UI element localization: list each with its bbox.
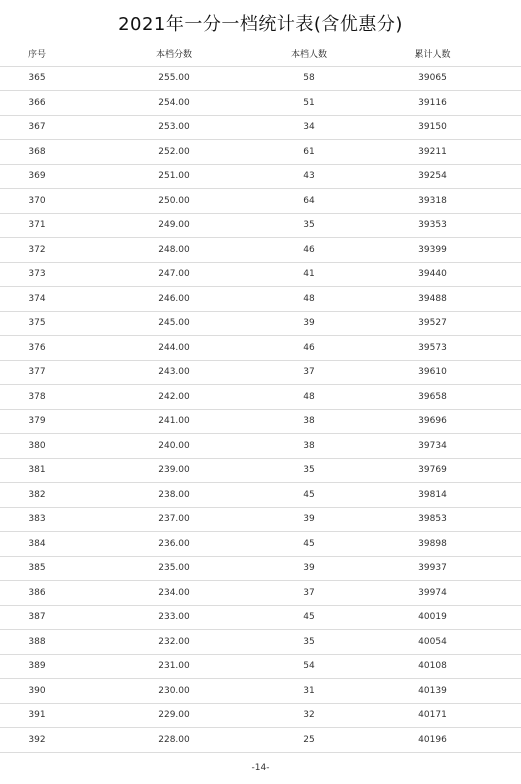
- cell-count: 58: [274, 66, 344, 91]
- cell-score: 237.00: [74, 507, 274, 532]
- cell-cumulative: 39527: [344, 311, 521, 336]
- cell-score: 242.00: [74, 385, 274, 410]
- table-row: [0, 679, 521, 704]
- cell-index: 372: [0, 238, 74, 263]
- table-row: [0, 287, 521, 312]
- cell-cumulative: 39769: [344, 458, 521, 483]
- cell-score: 236.00: [74, 532, 274, 557]
- cell-cumulative: 39814: [344, 483, 521, 508]
- cell-cumulative: 39974: [344, 581, 521, 606]
- cell-cumulative: 39658: [344, 385, 521, 410]
- cell-cumulative: 39399: [344, 238, 521, 263]
- cell-cumulative: 39065: [344, 66, 521, 91]
- table-row: [0, 164, 521, 189]
- table-row: [0, 360, 521, 385]
- cell-score: 247.00: [74, 262, 274, 287]
- table-row: [0, 507, 521, 532]
- table-row: [0, 605, 521, 630]
- cell-count: 43: [274, 164, 344, 189]
- cell-cumulative: 39211: [344, 140, 521, 165]
- cell-score: 249.00: [74, 213, 274, 238]
- cell-score: 243.00: [74, 360, 274, 385]
- table-row: [0, 238, 521, 263]
- cell-count: 25: [274, 728, 344, 753]
- cell-count: 64: [274, 189, 344, 214]
- table-row: [0, 385, 521, 410]
- cell-count: 46: [274, 336, 344, 361]
- table-row: [0, 483, 521, 508]
- page-title: 2021年一分一档统计表(含优惠分): [118, 14, 403, 35]
- table-row: [0, 728, 521, 753]
- cell-count: 37: [274, 581, 344, 606]
- table-row: [0, 189, 521, 214]
- column-header-score: 本档分数: [74, 42, 274, 66]
- cell-index: 369: [0, 164, 74, 189]
- cell-score: 231.00: [74, 654, 274, 679]
- cell-score: 234.00: [74, 581, 274, 606]
- table-row: [0, 630, 521, 655]
- cell-cumulative: 39488: [344, 287, 521, 312]
- cell-index: 371: [0, 213, 74, 238]
- cell-count: 48: [274, 287, 344, 312]
- table-row: [0, 91, 521, 116]
- page-number: -14-: [251, 763, 270, 773]
- cell-index: 380: [0, 434, 74, 459]
- cell-score: 240.00: [74, 434, 274, 459]
- cell-index: 390: [0, 679, 74, 704]
- cell-index: 382: [0, 483, 74, 508]
- cell-cumulative: 39898: [344, 532, 521, 557]
- cell-index: 386: [0, 581, 74, 606]
- table-row: [0, 409, 521, 434]
- table-header-row: [0, 42, 521, 66]
- cell-cumulative: 39610: [344, 360, 521, 385]
- cell-count: 38: [274, 434, 344, 459]
- cell-cumulative: 40108: [344, 654, 521, 679]
- column-header-count: 本档人数: [274, 42, 344, 66]
- cell-index: 367: [0, 115, 74, 140]
- table-row: [0, 654, 521, 679]
- cell-score: 246.00: [74, 287, 274, 312]
- cell-index: 377: [0, 360, 74, 385]
- cell-cumulative: 39696: [344, 409, 521, 434]
- cell-index: 387: [0, 605, 74, 630]
- cell-cumulative: 40054: [344, 630, 521, 655]
- cell-count: 39: [274, 507, 344, 532]
- table-row: [0, 434, 521, 459]
- cell-count: 45: [274, 483, 344, 508]
- cell-count: 35: [274, 630, 344, 655]
- cell-index: 388: [0, 630, 74, 655]
- cell-count: 38: [274, 409, 344, 434]
- table-row: [0, 262, 521, 287]
- cell-count: 51: [274, 91, 344, 116]
- cell-score: 250.00: [74, 189, 274, 214]
- cell-index: 379: [0, 409, 74, 434]
- cell-count: 54: [274, 654, 344, 679]
- cell-count: 35: [274, 458, 344, 483]
- cell-score: 239.00: [74, 458, 274, 483]
- column-header-cumulative: 累计人数: [344, 42, 521, 66]
- cell-score: 233.00: [74, 605, 274, 630]
- cell-score: 254.00: [74, 91, 274, 116]
- cell-index: 381: [0, 458, 74, 483]
- cell-index: 383: [0, 507, 74, 532]
- cell-cumulative: 40019: [344, 605, 521, 630]
- cell-cumulative: 39353: [344, 213, 521, 238]
- table-row: [0, 311, 521, 336]
- cell-count: 45: [274, 532, 344, 557]
- cell-score: 228.00: [74, 728, 274, 753]
- cell-count: 31: [274, 679, 344, 704]
- cell-index: 389: [0, 654, 74, 679]
- cell-count: 45: [274, 605, 344, 630]
- cell-index: 366: [0, 91, 74, 116]
- table-body: [0, 66, 521, 752]
- cell-cumulative: 39254: [344, 164, 521, 189]
- score-distribution-table: [0, 42, 521, 753]
- cell-count: 39: [274, 556, 344, 581]
- cell-cumulative: 40139: [344, 679, 521, 704]
- cell-count: 61: [274, 140, 344, 165]
- table-row: [0, 66, 521, 91]
- cell-index: 385: [0, 556, 74, 581]
- cell-cumulative: 39318: [344, 189, 521, 214]
- cell-index: 378: [0, 385, 74, 410]
- cell-count: 41: [274, 262, 344, 287]
- table-row: [0, 703, 521, 728]
- cell-cumulative: 40171: [344, 703, 521, 728]
- cell-score: 253.00: [74, 115, 274, 140]
- cell-score: 255.00: [74, 66, 274, 91]
- cell-count: 46: [274, 238, 344, 263]
- cell-index: 374: [0, 287, 74, 312]
- table-row: [0, 458, 521, 483]
- table-row: [0, 532, 521, 557]
- cell-cumulative: 39937: [344, 556, 521, 581]
- cell-score: 252.00: [74, 140, 274, 165]
- cell-count: 35: [274, 213, 344, 238]
- cell-index: 391: [0, 703, 74, 728]
- cell-count: 39: [274, 311, 344, 336]
- cell-score: 241.00: [74, 409, 274, 434]
- cell-count: 34: [274, 115, 344, 140]
- cell-count: 32: [274, 703, 344, 728]
- cell-score: 238.00: [74, 483, 274, 508]
- cell-index: 384: [0, 532, 74, 557]
- cell-score: 230.00: [74, 679, 274, 704]
- column-header-index: 序号: [0, 42, 74, 66]
- cell-index: 376: [0, 336, 74, 361]
- cell-score: 229.00: [74, 703, 274, 728]
- table-row: [0, 213, 521, 238]
- cell-score: 248.00: [74, 238, 274, 263]
- cell-score: 251.00: [74, 164, 274, 189]
- cell-score: 245.00: [74, 311, 274, 336]
- table-row: [0, 581, 521, 606]
- table-row: [0, 556, 521, 581]
- cell-index: 365: [0, 66, 74, 91]
- cell-index: 375: [0, 311, 74, 336]
- cell-count: 48: [274, 385, 344, 410]
- cell-score: 232.00: [74, 630, 274, 655]
- cell-cumulative: 39440: [344, 262, 521, 287]
- cell-score: 235.00: [74, 556, 274, 581]
- cell-index: 373: [0, 262, 74, 287]
- table-row: [0, 336, 521, 361]
- cell-cumulative: 39150: [344, 115, 521, 140]
- cell-index: 368: [0, 140, 74, 165]
- cell-cumulative: 39853: [344, 507, 521, 532]
- cell-index: 392: [0, 728, 74, 753]
- cell-cumulative: 40196: [344, 728, 521, 753]
- cell-index: 370: [0, 189, 74, 214]
- cell-count: 37: [274, 360, 344, 385]
- table-row: [0, 115, 521, 140]
- cell-cumulative: 39116: [344, 91, 521, 116]
- cell-score: 244.00: [74, 336, 274, 361]
- cell-cumulative: 39734: [344, 434, 521, 459]
- cell-cumulative: 39573: [344, 336, 521, 361]
- table-row: [0, 140, 521, 165]
